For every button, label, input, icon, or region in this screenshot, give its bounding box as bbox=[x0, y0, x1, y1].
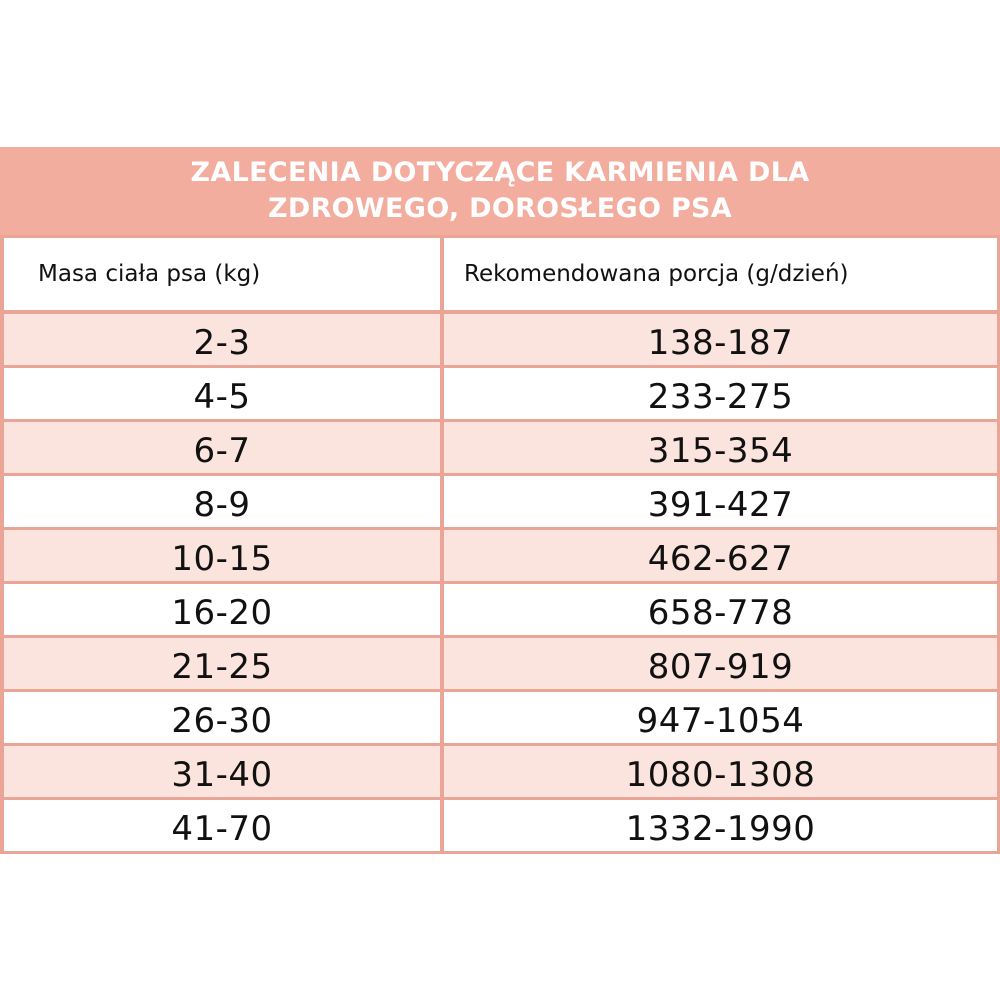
cell-mass: 41-70 bbox=[4, 800, 440, 851]
cell-mass: 4-5 bbox=[4, 368, 440, 419]
cell-mass: 8-9 bbox=[4, 476, 440, 527]
table-row bbox=[0, 530, 1000, 581]
cell-portion: 462-627 bbox=[444, 530, 997, 581]
cell-mass: 2-3 bbox=[4, 314, 440, 365]
header-row bbox=[0, 238, 1000, 310]
cell-portion: 947-1054 bbox=[444, 692, 997, 743]
cell-portion: 138-187 bbox=[444, 314, 997, 365]
cell-mass: 31-40 bbox=[4, 746, 440, 797]
column-header-mass: Masa ciała psa (kg) bbox=[4, 238, 440, 310]
cell-mass: 6-7 bbox=[4, 422, 440, 473]
column-header-portion: Rekomendowana porcja (g/dzień) bbox=[444, 238, 997, 310]
cell-portion: 315-354 bbox=[444, 422, 997, 473]
cell-portion: 391-427 bbox=[444, 476, 997, 527]
table-row bbox=[0, 314, 1000, 365]
table-row bbox=[0, 746, 1000, 797]
table-row bbox=[0, 368, 1000, 419]
table-row bbox=[0, 584, 1000, 635]
table-title-line-2: ZDROWEGO, DOROSŁEGO PSA bbox=[267, 193, 732, 224]
table-row bbox=[0, 800, 1000, 851]
cell-portion: 1332-1990 bbox=[444, 800, 997, 851]
cell-mass: 26-30 bbox=[4, 692, 440, 743]
table-title-line-1: ZALECENIA DOTYCZĄCE KARMIENIA DLA bbox=[190, 157, 810, 188]
cell-portion: 233-275 bbox=[444, 368, 997, 419]
cell-mass: 16-20 bbox=[4, 584, 440, 635]
cell-mass: 10-15 bbox=[4, 530, 440, 581]
table-grid bbox=[0, 235, 1000, 854]
feeding-table bbox=[0, 147, 1000, 854]
table-row bbox=[0, 422, 1000, 473]
cell-portion: 658-778 bbox=[444, 584, 997, 635]
cell-portion: 807-919 bbox=[444, 638, 997, 689]
table-row bbox=[0, 692, 1000, 743]
cell-mass: 21-25 bbox=[4, 638, 440, 689]
table-row bbox=[0, 476, 1000, 527]
table-title bbox=[0, 147, 1000, 235]
table-row bbox=[0, 638, 1000, 689]
cell-portion: 1080-1308 bbox=[444, 746, 997, 797]
